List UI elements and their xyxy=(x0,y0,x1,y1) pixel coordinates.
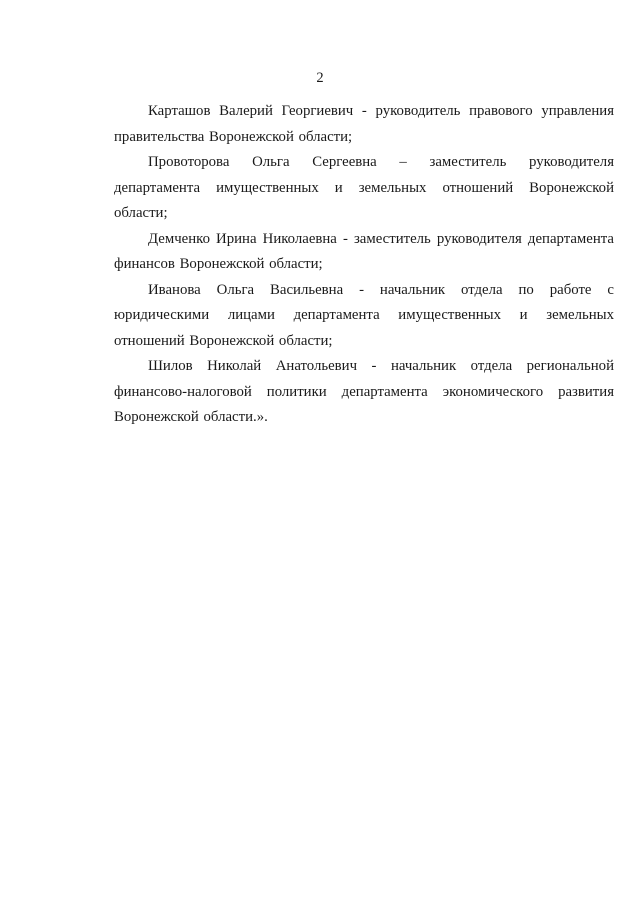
member-list xyxy=(114,99,614,431)
member-entry-ivanova: Иванова Ольга Васильевна - начальник отдела по работе с юридическими лицами департамента имущественных и земельных отношений Воронежской области; xyxy=(114,281,614,349)
page-number: 2 xyxy=(316,70,324,86)
member-entry-kartashov: Карташов Валерий Георгиевич - руководитель правового управления правительства Воронежской области; xyxy=(114,103,614,145)
member-entry-provotorova: Провоторова Ольга Сергеевна – заместитель руководителя департамента имущественных и земельных отношений Воронежской области; xyxy=(114,154,614,221)
member-entry-demchenko: Демченко Ирина Николаевна - заместитель руководителя департамента финансов Воронежской области; xyxy=(114,230,614,272)
member-entry-shilov: Шилов Николай Анатольевич - начальник отдела региональной финансово-налоговой политики департамента экономического развития Воронежской области.». xyxy=(114,358,614,425)
